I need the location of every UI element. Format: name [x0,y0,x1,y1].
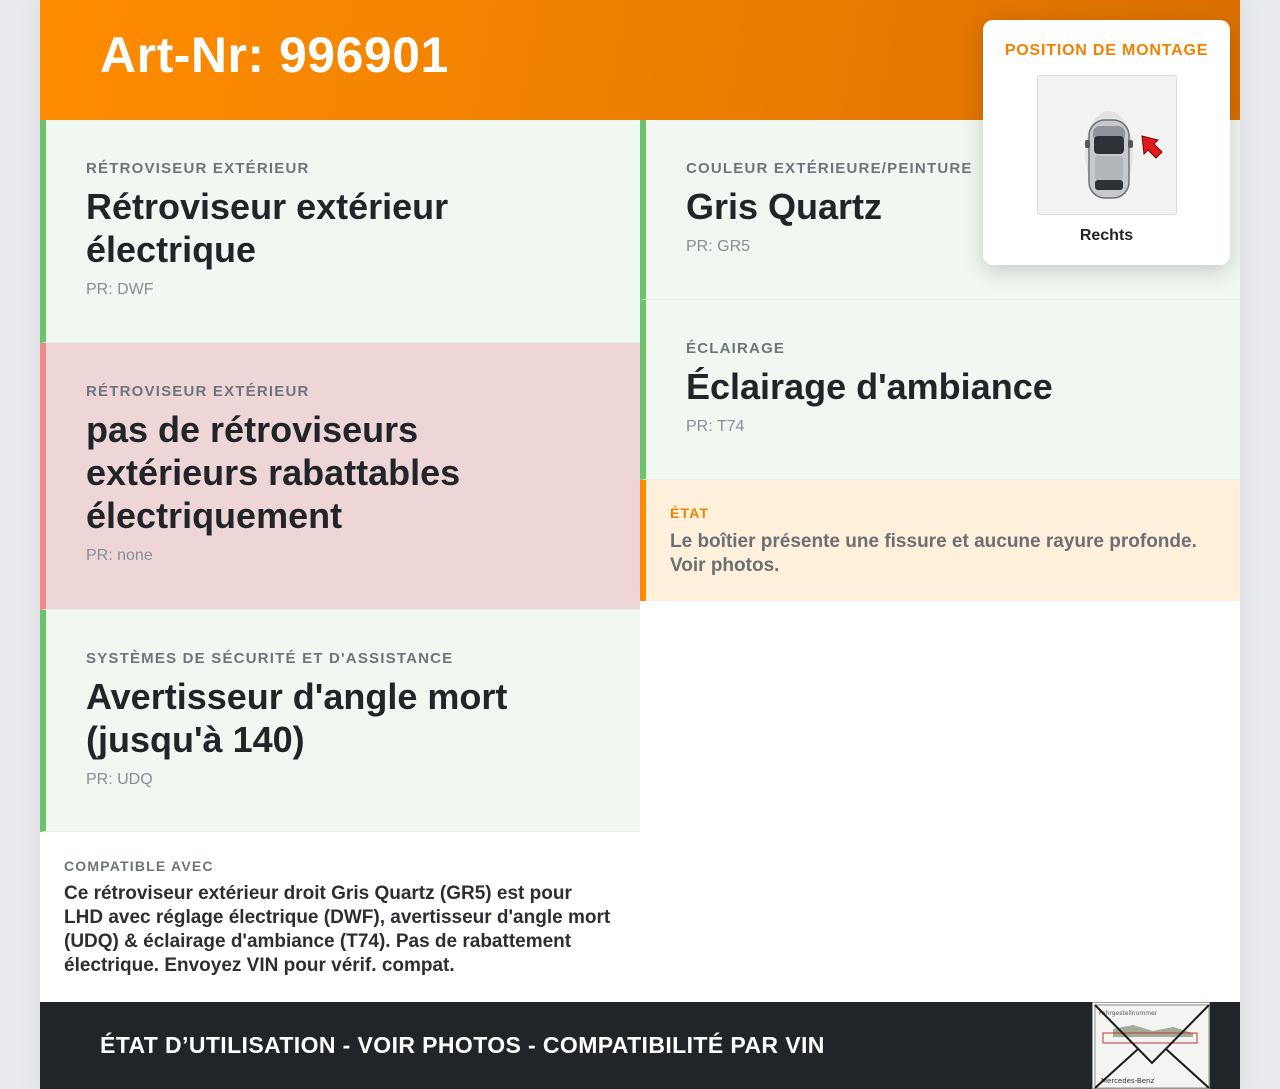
feature-category: RÉTROVISEUR EXTÉRIEUR [86,160,310,177]
feature-pr-code: PR: DWF [86,281,154,298]
compatibility-section [40,832,640,1002]
feature-pr-code: PR: T74 [686,418,745,435]
feature-category: ÉCLAIRAGE [686,340,786,357]
product-sheet [40,0,1240,1089]
feature-category: SYSTÈMES DE SÉCURITÉ ET D'ASSISTANCE [86,650,454,667]
mounting-position-title: POSITION DE MONTAGE [1004,42,1209,59]
feature-category: COULEUR EXTÉRIEURE/PEINTURE [686,160,973,177]
feature-pr-code: PR: GR5 [686,238,751,255]
compatibility-title: COMPATIBLE AVEC [64,858,214,874]
feature-card-blind-spot [40,610,640,832]
feature-title: Rétroviseur extérieur électrique [86,186,449,270]
compatibility-text: Ce rétroviseur extérieur droit Gris Quartz (GR5) est pour LHD avec réglage électrique (DWF), avertisseur d'angle mort (UDQ) & éclairage d'ambiance (T74). Pas de rabattement électrique. Envoyez VIN pour vérif. compat. [64,883,611,976]
feature-title: Avertisseur d'angle mort (jusqu'à 140) [86,676,508,760]
car-top-view-icon [1037,75,1177,215]
condition-text: Le boîtier présente une fissure et aucune rayure profonde. Voir photos. [670,531,1197,576]
stamp-text-vin-label: Fahrgestellnummer [1099,1010,1158,1017]
mounting-side-label: Rechts [1079,227,1134,244]
vin-document-envelope-icon [1092,1002,1210,1089]
footer-bar [40,1002,1240,1089]
stamp-text-brand: Mercedes-Benz [1101,1077,1155,1085]
feature-pr-code: PR: UDQ [86,771,153,788]
feature-card-exterior-mirror [40,120,640,343]
feature-title: Éclairage d'ambiance [686,366,1053,407]
footer-text: ÉTAT D’UTILISATION - VOIR PHOTOS - COMPATIBILITÉ PAR VIN [100,1032,825,1058]
feature-title: Gris Quartz [686,186,883,227]
feature-card-no-folding-mirrors [40,343,640,610]
left-column [40,120,640,1002]
feature-pr-code: PR: none [86,547,153,564]
article-number: Art-Nr: 996901 [100,27,449,83]
feature-category: RÉTROVISEUR EXTÉRIEUR [86,383,310,400]
condition-section [640,480,1240,601]
mounting-position-card [983,20,1230,265]
feature-title: pas de rétroviseurs extérieurs rabattables électriquement [86,409,461,536]
feature-card-ambient-lighting [640,300,1240,480]
condition-title: ÉTAT [670,505,710,521]
